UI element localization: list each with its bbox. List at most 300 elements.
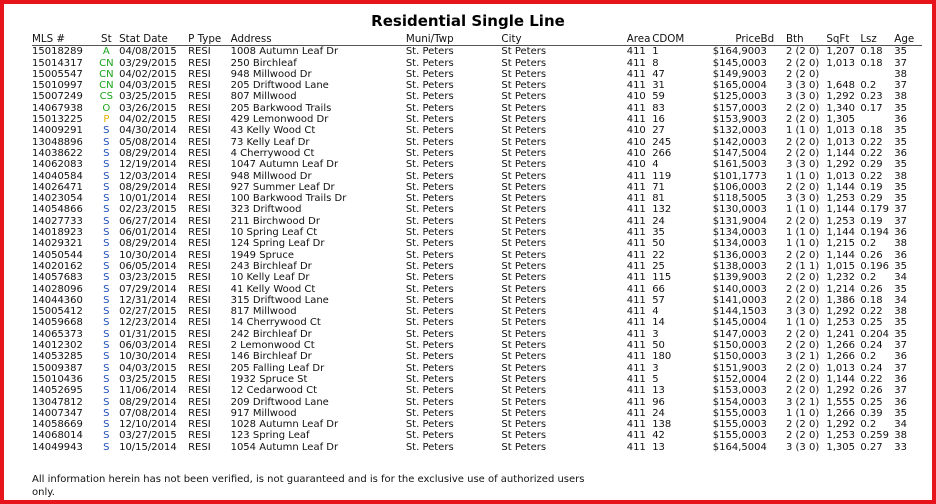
cell-status: S [103,317,110,329]
table-row [32,261,922,272]
cell-sqft: 1,266 [826,340,855,352]
cell-status: S [103,215,110,227]
cell-mls: 14029321 [32,238,83,250]
cell-city: St Peters [501,136,547,148]
cell-bth: 2 (2 0) [785,328,820,340]
cell-price: $155,000 [712,407,761,419]
cell-address: 100 Barkwood Trails Dr [230,193,347,205]
cell-bth: 3 (3 0) [785,441,820,453]
cell-ptype: RESI [188,238,211,250]
cell-lsz: 0.22 [860,136,883,148]
cell-cdom: 57 [652,294,665,306]
cell-muni: St. Peters [405,306,454,318]
cell-mls: 14062083 [32,159,83,171]
cell-city: St Peters [501,272,547,284]
cell-sqft: 1,144 [826,227,855,239]
cell-stat-date: 10/01/2014 [119,193,177,205]
cell-age: 36 [894,373,908,385]
cell-status: P [103,114,110,126]
cell-bd: 3 [760,272,767,284]
cell-stat-date: 08/29/2014 [119,238,177,250]
cell-city: St Peters [501,159,547,171]
cell-status: S [103,227,110,239]
cell-stat-date: 05/08/2014 [119,136,177,148]
col-header-ptype: P Type [188,34,222,45]
cell-cdom: 14 [652,317,665,329]
cell-muni: St. Peters [405,260,454,272]
table-row [32,80,922,91]
cell-area: 411 [626,419,646,431]
table-row [32,114,922,125]
cell-bd: 3 [760,114,767,126]
cell-stat-date: 04/30/2014 [119,125,177,137]
cell-city: St Peters [501,102,547,114]
cell-price: $157,000 [712,102,761,114]
cell-stat-date: 03/27/2015 [119,430,177,442]
cell-city: St Peters [501,441,547,453]
cell-cdom: 266 [652,147,672,159]
cell-area: 411 [626,306,646,318]
cell-stat-date: 06/27/2014 [119,215,177,227]
cell-lsz: 0.259 [860,430,889,442]
cell-muni: St. Peters [405,68,454,80]
cell-bd: 3 [760,238,767,250]
cell-status: S [103,272,110,284]
cell-cdom: 138 [652,419,672,431]
cell-bd: 3 [760,68,767,80]
cell-bth: 1 (1 0) [785,238,820,250]
cell-ptype: RESI [188,57,211,69]
cell-sqft: 1,305 [826,114,855,126]
cell-muni: St. Peters [405,238,454,250]
cell-address: 948 Millwood Dr [230,170,312,182]
cell-age: 35 [894,136,908,148]
cell-area: 411 [626,328,646,340]
cell-age: 35 [894,283,908,295]
cell-age: 37 [894,340,908,352]
cell-sqft: 1,144 [826,373,855,385]
cell-area: 410 [626,91,646,103]
cell-area: 411 [626,362,646,374]
cell-age: 35 [894,317,908,329]
cell-lsz: 0.29 [860,159,883,171]
cell-stat-date: 03/23/2015 [119,272,177,284]
cell-city: St Peters [501,238,547,250]
cell-sqft: 1,013 [826,57,855,69]
cell-area: 411 [626,317,646,329]
cell-stat-date: 04/03/2015 [119,362,177,374]
cell-bth: 3 (3 0) [785,306,820,318]
table-row [32,317,922,328]
cell-mls: 15018289 [32,46,83,58]
cell-mls: 13047812 [32,396,83,408]
cell-area: 411 [626,407,646,419]
cell-area: 411 [626,238,646,250]
table-row [32,137,922,148]
cell-bth: 1 (1 0) [785,125,820,137]
cell-ptype: RESI [188,80,211,92]
cell-cdom: 119 [652,170,672,182]
cell-price: $130,000 [712,204,761,216]
cell-muni: St. Peters [405,317,454,329]
cell-stat-date: 03/25/2015 [119,91,177,103]
cell-lsz: 0.194 [860,227,889,239]
cell-muni: St. Peters [405,430,454,442]
cell-city: St Peters [501,407,547,419]
cell-city: St Peters [501,328,547,340]
cell-city: St Peters [501,362,547,374]
cell-area: 410 [626,136,646,148]
cell-cdom: 47 [652,68,665,80]
cell-ptype: RESI [188,249,211,261]
cell-lsz: 0.24 [860,340,883,352]
cell-area: 411 [626,170,646,182]
cell-price: $134,000 [712,238,761,250]
cell-muni: St. Peters [405,328,454,340]
cell-lsz: 0.19 [860,181,883,193]
cell-ptype: RESI [188,294,211,306]
cell-cdom: 1 [652,46,659,58]
cell-muni: St. Peters [405,46,454,58]
cell-age: 38 [894,430,908,442]
cell-cdom: 8 [652,57,659,69]
cell-stat-date: 07/08/2014 [119,407,177,419]
cell-status: S [103,419,110,431]
table-row [32,442,922,453]
cell-address: 927 Summer Leaf Dr [230,181,335,193]
cell-stat-date: 06/03/2014 [119,340,177,352]
cell-cdom: 5 [652,373,659,385]
cell-ptype: RESI [188,114,211,126]
cell-stat-date: 07/29/2014 [119,283,177,295]
cell-bd: 3 [760,102,767,114]
cell-stat-date: 06/05/2014 [119,260,177,272]
cell-price: $154,000 [712,396,761,408]
cell-sqft: 1,144 [826,181,855,193]
cell-bth: 2 (1 1) [785,260,820,272]
table-row [32,103,922,114]
cell-stat-date: 03/26/2015 [119,102,177,114]
cell-address: 1028 Autumn Leaf Dr [230,419,339,431]
cell-lsz: 0.2 [860,419,877,431]
cell-price: $153,900 [712,114,761,126]
cell-bth: 2 (2 0) [785,283,820,295]
cell-bth: 1 (1 0) [785,170,820,182]
cell-sqft: 1,015 [826,260,855,272]
cell-status: CN [99,57,114,69]
cell-status: CN [99,80,114,92]
cell-status: S [103,362,110,374]
cell-lsz: 0.22 [860,170,883,182]
cell-status: S [103,147,110,159]
cell-status: S [103,249,110,261]
cell-address: 4 Cherrywood Ct [230,147,315,159]
cell-age: 37 [894,57,908,69]
cell-lsz: 0.18 [860,46,883,58]
cell-cdom: 4 [652,306,659,318]
cell-cdom: 4 [652,159,659,171]
cell-cdom: 35 [652,227,665,239]
cell-cdom: 3 [652,328,659,340]
table-row [32,272,922,283]
cell-mls: 14068014 [32,430,83,442]
cell-city: St Peters [501,147,547,159]
col-header-cdom: CDOM [652,34,685,45]
cell-stat-date: 08/29/2014 [119,147,177,159]
cell-lsz: 0.22 [860,306,883,318]
cell-ptype: RESI [188,419,211,431]
cell-status: S [103,159,110,171]
cell-muni: St. Peters [405,419,454,431]
cell-stat-date: 10/30/2014 [119,249,177,261]
table-row [32,91,922,102]
cell-age: 35 [894,193,908,205]
cell-age: 34 [894,272,908,284]
cell-area: 410 [626,159,646,171]
cell-bd: 3 [760,125,767,137]
cell-muni: St. Peters [405,91,454,103]
cell-price: $165,000 [712,80,761,92]
cell-price: $125,000 [712,91,761,103]
cell-bd: 4 [760,80,767,92]
cell-lsz [860,114,894,125]
cell-bd: 4 [760,441,767,453]
cell-city: St Peters [501,68,547,80]
cell-city: St Peters [501,125,547,137]
cell-mls: 14007347 [32,407,83,419]
table-row [32,306,922,317]
cell-status: S [103,441,110,453]
table-row [32,295,922,306]
cell-stat-date: 04/03/2015 [119,80,177,92]
table-row [32,385,922,396]
cell-mls: 14023054 [32,193,83,205]
cell-mls: 14057683 [32,272,83,284]
cell-status: S [103,181,110,193]
cell-lsz: 0.18 [860,125,883,137]
cell-mls: 14028096 [32,283,83,295]
cell-age: 35 [894,125,908,137]
cell-price: $101,177 [712,170,761,182]
cell-price: $142,000 [712,136,761,148]
cell-city: St Peters [501,249,547,261]
cell-bd: 3 [760,430,767,442]
cell-bth: 2 (2 0) [785,57,820,69]
cell-mls: 14040584 [32,170,83,182]
table-row [32,340,922,351]
cell-price: $118,500 [712,193,761,205]
cell-area: 411 [626,57,646,69]
cell-muni: St. Peters [405,249,454,261]
cell-lsz: 0.17 [860,102,883,114]
cell-lsz: 0.18 [860,57,883,69]
cell-age: 36 [894,249,908,261]
cell-cdom: 24 [652,215,665,227]
cell-cdom: 245 [652,136,672,148]
cell-price: $141,000 [712,294,761,306]
cell-ptype: RESI [188,430,211,442]
cell-address: 211 Birchwood Dr [230,215,320,227]
cell-status: S [103,328,110,340]
table-row [32,238,922,249]
cell-sqft: 1,305 [826,441,855,453]
cell-area: 411 [626,193,646,205]
table-row [32,250,922,261]
cell-city: St Peters [501,385,547,397]
cell-status: A [102,46,110,58]
cell-stat-date: 11/06/2014 [119,385,177,397]
cell-status: CN [99,68,114,80]
cell-ptype: RESI [188,147,211,159]
cell-age: 37 [894,385,908,397]
cell-address: 10 Kelly Leaf Dr [230,272,310,284]
cell-ptype: RESI [188,272,211,284]
cell-cdom: 31 [652,80,665,92]
cell-city: St Peters [501,340,547,352]
cell-lsz: 0.2 [860,272,877,284]
cell-area: 411 [626,351,646,363]
cell-ptype: RESI [188,396,211,408]
cell-sqft: 1,144 [826,204,855,216]
col-header-bth: Bth [785,34,804,45]
cell-muni: St. Peters [405,159,454,171]
cell-age: 35 [894,159,908,171]
table-row [32,430,922,441]
cell-city: St Peters [501,57,547,69]
cell-age: 37 [894,204,908,216]
cell-mls: 14009291 [32,125,83,137]
cell-bd: 3 [760,136,767,148]
cell-address: 807 Millwood [230,91,297,103]
cell-stat-date: 04/08/2015 [119,46,177,58]
cell-bth: 2 (2 0) [785,362,820,374]
cell-stat-date: 10/30/2014 [119,351,177,363]
cell-muni: St. Peters [405,441,454,453]
cell-sqft: 1,292 [826,91,855,103]
cell-stat-date: 12/31/2014 [119,294,177,306]
cell-status: S [103,430,110,442]
cell-cdom: 42 [652,430,665,442]
cell-price: $164,500 [712,441,761,453]
cell-muni: St. Peters [405,396,454,408]
cell-stat-date: 04/02/2015 [119,114,177,126]
cell-city: St Peters [501,419,547,431]
cell-stat-date: 06/01/2014 [119,227,177,239]
cell-muni: St. Peters [405,351,454,363]
cell-mls: 15005412 [32,306,83,318]
cell-bd: 3 [760,159,767,171]
cell-ptype: RESI [188,317,211,329]
cell-ptype: RESI [188,136,211,148]
cell-bd: 4 [760,373,767,385]
cell-bth: 3 (3 0) [785,193,820,205]
cell-sqft: 1,648 [826,80,855,92]
cell-address: 146 Birchleaf Dr [230,351,312,363]
cell-mls: 14044360 [32,294,83,306]
cell-age: 38 [894,238,908,250]
cell-address: 73 Kelly Leaf Dr [230,136,310,148]
cell-bd: 3 [760,362,767,374]
cell-lsz: 0.26 [860,283,883,295]
cell-lsz: 0.204 [860,328,889,340]
cell-age: 35 [894,260,908,272]
cell-sqft: 1,241 [826,328,855,340]
cell-address: 209 Driftwood Lane [230,396,329,408]
cell-status: S [103,373,110,385]
cell-muni: St. Peters [405,227,454,239]
table-row [32,46,922,58]
cell-status: S [103,204,110,216]
cell-muni: St. Peters [405,283,454,295]
cell-city: St Peters [501,306,547,318]
cell-city: St Peters [501,373,547,385]
cell-stat-date: 04/02/2015 [119,68,177,80]
cell-bth: 2 (2 0) [785,385,820,397]
cell-bd: 3 [760,170,767,182]
cell-sqft: 1,292 [826,306,855,318]
cell-status: S [103,396,110,408]
cell-bd: 3 [760,91,767,103]
cell-price: $153,000 [712,385,761,397]
cell-lsz: 0.179 [860,204,889,216]
cell-mls: 15007249 [32,91,83,103]
cell-price: $161,500 [712,159,761,171]
cell-mls: 14018923 [32,227,83,239]
cell-age: 36 [894,396,908,408]
cell-lsz: 0.26 [860,385,883,397]
cell-bd: 3 [760,46,767,58]
cell-address: 817 Millwood [230,306,297,318]
col-header-stat-date: Stat Date [119,34,168,45]
cell-status: S [103,193,110,205]
col-header-price: Price [735,34,761,45]
cell-area: 411 [626,430,646,442]
cell-status: S [103,125,110,137]
report-title: Residential Single Line [371,12,565,30]
cell-lsz: 0.26 [860,249,883,261]
cell-bth: 2 (2 0) [785,340,820,352]
cell-age: 38 [894,306,908,318]
cell-bd: 4 [760,215,767,227]
cell-muni: St. Peters [405,215,454,227]
table-row [32,227,922,238]
cell-mls: 14058669 [32,419,83,431]
cell-sqft: 1,253 [826,317,855,329]
cell-price: $149,900 [712,68,761,80]
cell-city: St Peters [501,227,547,239]
cell-ptype: RESI [188,385,211,397]
cell-stat-date: 02/23/2015 [119,204,177,216]
table-row [32,408,922,419]
cell-cdom: 25 [652,260,665,272]
cell-bd: 3 [760,407,767,419]
cell-ptype: RESI [188,227,211,239]
cell-price: $150,000 [712,351,761,363]
cell-area: 411 [626,80,646,92]
cell-area: 411 [626,181,646,193]
cell-bth: 2 (2 0) [785,46,820,58]
cell-address: 315 Driftwood Lane [230,294,329,306]
cell-cdom: 115 [652,272,672,284]
cell-city: St Peters [501,193,547,205]
cell-bd: 3 [760,249,767,261]
cell-bth: 2 (2 0) [785,249,820,261]
cell-age: 37 [894,215,908,227]
cell-address: 250 Birchleaf [230,57,297,69]
cell-muni: St. Peters [405,125,454,137]
cell-city: St Peters [501,317,547,329]
cell-status: S [103,238,110,250]
